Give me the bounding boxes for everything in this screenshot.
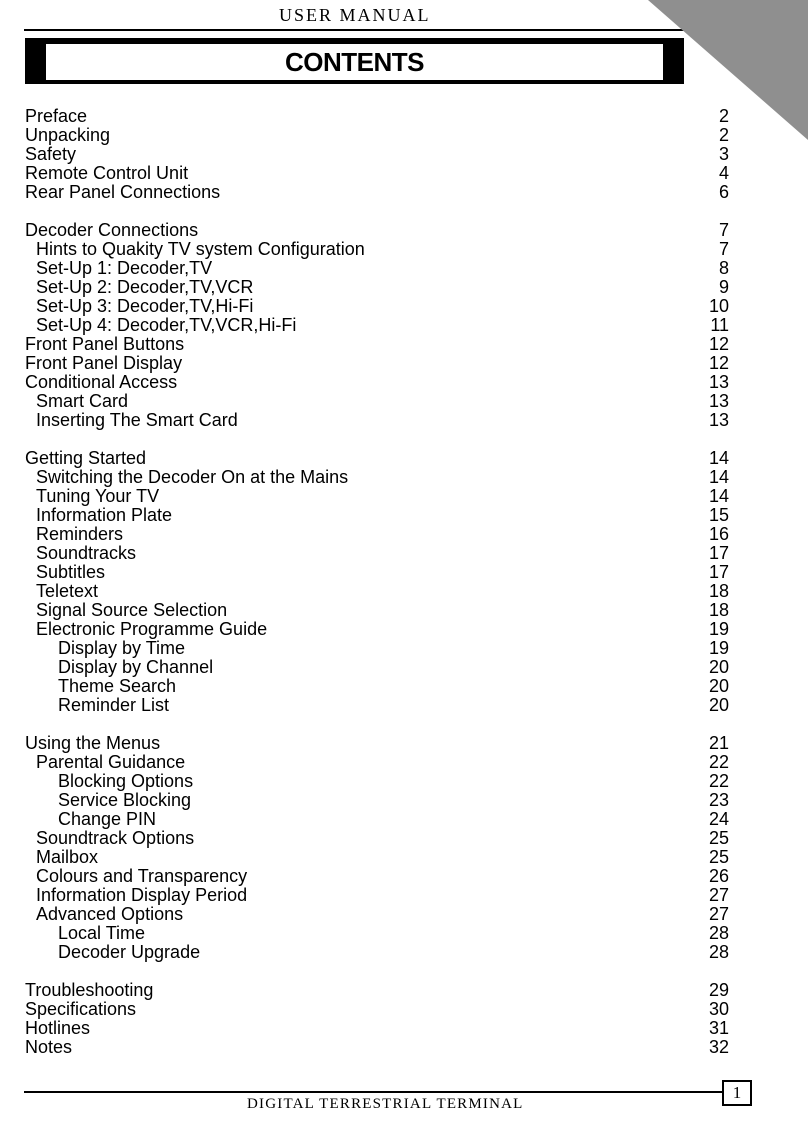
toc-entry-label: Hints to Quakity TV system Configuration: [36, 239, 365, 259]
toc-entry-label: Set-Up 4: Decoder,TV,VCR,Hi-Fi: [36, 315, 297, 335]
toc-entry-page: 7: [718, 239, 729, 259]
toc-entry-page: 6: [718, 182, 729, 202]
toc-entry-page: 2: [718, 106, 729, 126]
toc-entry-label: Colours and Transparency: [36, 866, 248, 886]
toc-entry-label: Information Display Period: [36, 885, 248, 905]
toc-entry-page: 20: [708, 657, 729, 677]
toc-section: [25, 981, 729, 1057]
toc-entry-page: 23: [708, 790, 729, 810]
toc-entry-page: 27: [708, 885, 729, 905]
toc-entry: [25, 278, 729, 297]
toc-entry-label: Remote Control Unit: [25, 163, 189, 183]
toc-entry-page: 18: [708, 581, 729, 601]
toc-entry: [25, 658, 729, 677]
toc-entry: [25, 601, 729, 620]
toc-entry: [25, 905, 729, 924]
toc-entry-label: Smart Card: [36, 391, 129, 411]
toc-entry-page: 17: [708, 562, 729, 582]
toc-entry-label: Troubleshooting: [25, 980, 154, 1000]
toc-entry-label: Electronic Programme Guide: [36, 619, 268, 639]
toc-entry-label: Front Panel Buttons: [25, 334, 185, 354]
toc-entry-label: Safety: [25, 144, 77, 164]
toc-entry-label: Switching the Decoder On at the Mains: [36, 467, 349, 487]
toc-entry: [25, 297, 729, 316]
toc-entry-label: Set-Up 2: Decoder,TV,VCR: [36, 277, 254, 297]
toc-entry-label: Parental Guidance: [36, 752, 186, 772]
toc-entry: [25, 1019, 729, 1038]
toc-entry: [25, 582, 729, 601]
toc-entry: [25, 373, 729, 392]
toc-entry-label: Service Blocking: [58, 790, 192, 810]
toc-entry: [25, 924, 729, 943]
toc-entry: [25, 449, 729, 468]
toc-entry-label: Hotlines: [25, 1018, 91, 1038]
toc-entry-page: 28: [708, 942, 729, 962]
toc-entry-label: Specifications: [25, 999, 137, 1019]
toc-entry-label: Conditional Access: [25, 372, 178, 392]
toc-entry: [25, 848, 729, 867]
toc-entry-page: 20: [708, 695, 729, 715]
toc-entry: [25, 221, 729, 240]
toc-entry-page: 31: [708, 1018, 729, 1038]
footer-rule: [24, 1091, 722, 1093]
toc-entry-label: Inserting The Smart Card: [36, 410, 238, 430]
toc-entry: [25, 639, 729, 658]
toc-entry: [25, 772, 729, 791]
page-number: 1: [722, 1080, 752, 1106]
toc-entry-label: Reminders: [36, 524, 124, 544]
toc-entry-page: 10: [708, 296, 729, 316]
toc-entry: [25, 829, 729, 848]
toc-entry-label: Subtitles: [36, 562, 106, 582]
toc-entry: [25, 468, 729, 487]
toc-entry-label: Getting Started: [25, 448, 147, 468]
toc-entry-page: 13: [708, 391, 729, 411]
toc-entry: [25, 316, 729, 335]
toc-entry-page: 22: [708, 752, 729, 772]
toc-entry: [25, 259, 729, 278]
toc-entry: [25, 620, 729, 639]
toc-entry-label: Using the Menus: [25, 733, 161, 753]
toc-entry: [25, 1038, 729, 1057]
toc-entry: [25, 525, 729, 544]
toc-entry-page: 21: [708, 733, 729, 753]
toc-entry: [25, 734, 729, 753]
toc-entry-page: 19: [708, 638, 729, 658]
toc-entry: [25, 696, 729, 715]
toc-entry-page: 3: [718, 144, 729, 164]
toc-entry-page: 29: [708, 980, 729, 1000]
toc-entry-page: 13: [708, 372, 729, 392]
toc-entry-page: 20: [708, 676, 729, 696]
toc-entry-page: 4: [718, 163, 729, 183]
toc-entry-page: 18: [708, 600, 729, 620]
toc-entry-label: Theme Search: [58, 676, 177, 696]
toc-entry: [25, 164, 729, 183]
footer-title: DIGITAL TERRESTRIAL TERMINAL: [247, 1096, 524, 1112]
toc-entry: [25, 753, 729, 772]
toc-entry-page: 16: [708, 524, 729, 544]
toc-entry-page: 32: [708, 1037, 729, 1057]
toc-section: [25, 734, 729, 962]
toc-entry: [25, 544, 729, 563]
table-of-contents: [25, 107, 729, 1076]
toc-entry: [25, 126, 729, 145]
toc-entry-label: Signal Source Selection: [36, 600, 228, 620]
toc-entry-label: Mailbox: [36, 847, 99, 867]
contents-title: CONTENTS: [285, 46, 424, 77]
toc-entry-page: 17: [708, 543, 729, 563]
toc-entry-label: Set-Up 1: Decoder,TV: [36, 258, 213, 278]
toc-entry-label: Display by Channel: [58, 657, 214, 677]
toc-entry-page: 14: [708, 467, 729, 487]
toc-entry-page: 15: [708, 505, 729, 525]
toc-entry-label: Teletext: [36, 581, 99, 601]
toc-entry-label: Decoder Upgrade: [58, 942, 201, 962]
toc-entry-page: 9: [718, 277, 729, 297]
toc-entry-label: Tuning Your TV: [36, 486, 160, 506]
toc-entry-page: 27: [708, 904, 729, 924]
contents-banner-inner: [45, 43, 664, 81]
toc-entry-page: 8: [718, 258, 729, 278]
toc-entry-label: Front Panel Display: [25, 353, 183, 373]
toc-entry-label: Preface: [25, 106, 88, 126]
toc-entry: [25, 183, 729, 202]
toc-entry: [25, 943, 729, 962]
toc-section: [25, 449, 729, 715]
toc-entry: [25, 240, 729, 259]
toc-entry-page: 11: [710, 315, 729, 335]
toc-entry-label: Advanced Options: [36, 904, 184, 924]
toc-entry-label: Reminder List: [58, 695, 170, 715]
toc-entry-page: 25: [708, 828, 729, 848]
toc-entry: [25, 886, 729, 905]
toc-entry: [25, 810, 729, 829]
toc-entry-label: Notes: [25, 1037, 73, 1057]
toc-section: [25, 221, 729, 430]
toc-entry: [25, 981, 729, 1000]
toc-entry-label: Decoder Connections: [25, 220, 199, 240]
toc-entry-label: Blocking Options: [58, 771, 194, 791]
toc-entry: [25, 335, 729, 354]
toc-entry: [25, 677, 729, 696]
toc-entry-label: Unpacking: [25, 125, 111, 145]
header-title: USER MANUAL: [279, 5, 431, 25]
toc-entry: [25, 1000, 729, 1019]
toc-entry-page: 24: [708, 809, 729, 829]
toc-entry: [25, 354, 729, 373]
toc-entry: [25, 107, 729, 126]
toc-section: [25, 107, 729, 202]
toc-entry-page: 7: [718, 220, 729, 240]
toc-entry: [25, 867, 729, 886]
toc-entry-label: Display by Time: [58, 638, 186, 658]
toc-entry-page: 14: [708, 486, 729, 506]
toc-entry: [25, 487, 729, 506]
toc-entry-page: 28: [708, 923, 729, 943]
toc-entry-label: Local Time: [58, 923, 146, 943]
toc-entry: [25, 411, 729, 430]
toc-entry: [25, 392, 729, 411]
header-rule: [24, 29, 689, 31]
toc-entry: [25, 145, 729, 164]
toc-entry: [25, 563, 729, 582]
toc-entry-page: 30: [708, 999, 729, 1019]
contents-banner: [25, 38, 684, 84]
toc-entry-page: 2: [718, 125, 729, 145]
toc-entry-page: 13: [708, 410, 729, 430]
toc-entry-page: 12: [708, 353, 729, 373]
toc-entry-page: 22: [708, 771, 729, 791]
toc-entry: [25, 791, 729, 810]
toc-entry-label: Set-Up 3: Decoder,TV,Hi-Fi: [36, 296, 254, 316]
toc-entry-page: 25: [708, 847, 729, 867]
toc-entry-page: 12: [708, 334, 729, 354]
toc-entry-page: 14: [708, 448, 729, 468]
toc-entry-label: Rear Panel Connections: [25, 182, 221, 202]
toc-entry: [25, 506, 729, 525]
toc-entry-page: 26: [708, 866, 729, 886]
toc-entry-label: Change PIN: [58, 809, 157, 829]
toc-entry-page: 19: [708, 619, 729, 639]
toc-entry-label: Soundtracks: [36, 543, 137, 563]
toc-entry-label: Soundtrack Options: [36, 828, 195, 848]
toc-entry-label: Information Plate: [36, 505, 173, 525]
